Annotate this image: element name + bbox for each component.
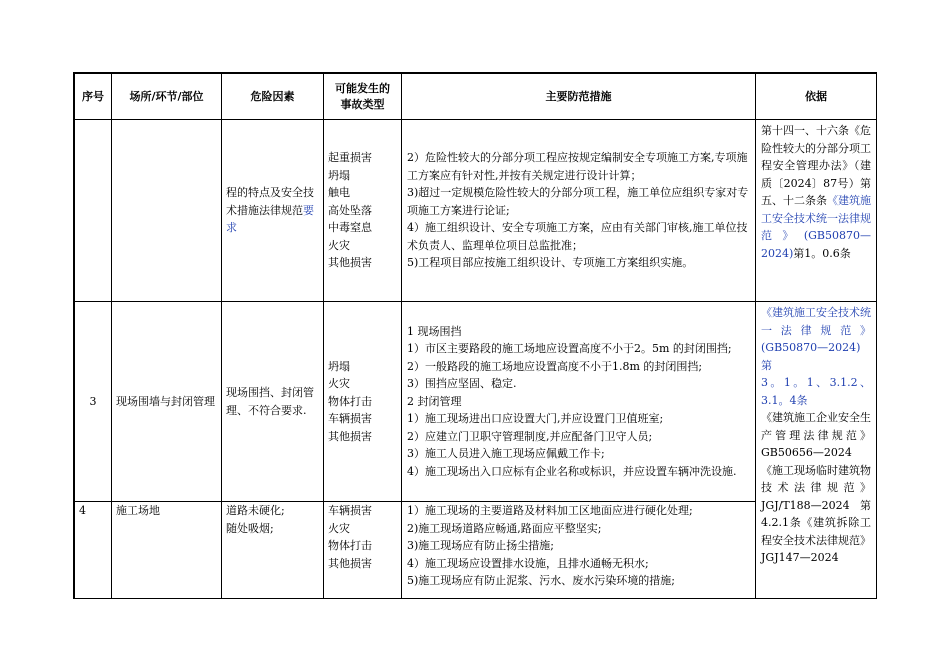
header-accident-type-label: 可能发生的事故类型 <box>335 81 390 111</box>
basis-text: 第十四一、十六条《危险性较大的分部分项工程安全管理办法》（建质〔2024〕87号）第五、十二条条 <box>761 124 871 207</box>
row-no: 4 <box>75 502 112 599</box>
basis-standard-link: 《建筑施工安全技术统一法律规范》(GB50870—2024) <box>761 194 871 260</box>
row-measures: 2）危险性较大的分部分项工程应按规定编制安全专项施工方案,专项施工方案应有针对性,并按有关规定进行设计计算； 3)超过一定规模危险性较大的分部分项工程，施工单位应组织专家对专项施工方案进行论证; 4）施工组织设计、安全专项施工方案，应由有关部门审核,施工单位技术负责人、监理单位项目总监批准； 5)工程项目部应按施工组织设计、专项施工方案组织实施。 <box>402 120 756 302</box>
table-row <box>75 302 877 502</box>
row-accident-types: 起重损害 坍塌 触电 高处坠落 中毒窒息 火灾 其他损害 <box>324 120 402 302</box>
basis-standard-link: 《建筑施工安全技术统一法律规范》(GB50870—2024)第 3。1。1、3.1.2、3.1。4条 <box>761 306 871 407</box>
table-row <box>75 120 877 302</box>
header-hazard: 危险因素 <box>222 74 324 120</box>
header-no: 序号 <box>75 74 112 120</box>
basis-clause: 第1。0.6条 <box>793 246 851 260</box>
safety-measures-table-frame <box>73 72 877 599</box>
header-accident-type <box>324 74 402 120</box>
row-accident-types: 坍塌 火灾 物体打击 车辆损害 其他损害 <box>324 302 402 502</box>
table-header-row <box>75 74 877 120</box>
hazard-text: 程的特点及安全技术措施法律规范 <box>226 186 314 217</box>
row-place: 现场围墙与封闭管理 <box>112 302 222 502</box>
safety-measures-table <box>74 73 877 599</box>
row-basis <box>756 120 877 302</box>
row-hazard <box>222 120 324 302</box>
hazard-text-highlight: 要求 <box>226 203 314 235</box>
row-hazard: 道路未硬化; 随处吸烟; <box>222 502 324 599</box>
row-basis-shared <box>756 302 877 599</box>
row-place: 施工场地 <box>112 502 222 599</box>
row-measures: 1）施工现场的主要道路及材料加工区地面应进行硬化处理; 2)施工现场道路应畅通,路面应平整坚实; 3)施工现场应有防止扬尘措施; 4）施工现场应设置排水设施，且排水通畅无积水; 5)施工现场应有防止泥浆、污水、废水污染环境的措施; <box>402 502 756 599</box>
row-place <box>112 120 222 302</box>
header-place: 场所/环节/部位 <box>112 74 222 120</box>
row-hazard: 现场围挡、封闭管理、不符合要求. <box>222 302 324 502</box>
row-no: 3 <box>75 302 112 502</box>
row-measures: 1 现场围挡 1）市区主要路段的施工场地应设置高度不小于2。5m 的封闭围挡; 2）一般路段的施工场地应设置高度不小于1.8m 的封闭围挡; 3）围挡应坚固、稳定. 2 封闭管理 1）施工现场进出口应设置大门,并应设置门卫值班室; 2）应建立门卫职守管理制度,并应配备门卫守人员; 3）施工人员进入施工现场应佩戴工作卡; 4）施工现场出入口应标有企业名称或标识，并应设置车辆冲洗设施. <box>402 302 756 502</box>
row-no <box>75 120 112 302</box>
header-measures: 主要防范措施 <box>402 74 756 120</box>
basis-text: 《建筑施工企业安全生产管理法律规范》GB50656—2024《施工现场临时建筑物技术法律规范》JGJ/T188—2024第4.2.1条《建筑拆除工程安全技术法律规范》JGJ147—2024 <box>761 411 871 564</box>
header-basis: 依据 <box>756 74 877 120</box>
row-accident-types: 车辆损害 火灾 物体打击 其他损害 <box>324 502 402 599</box>
